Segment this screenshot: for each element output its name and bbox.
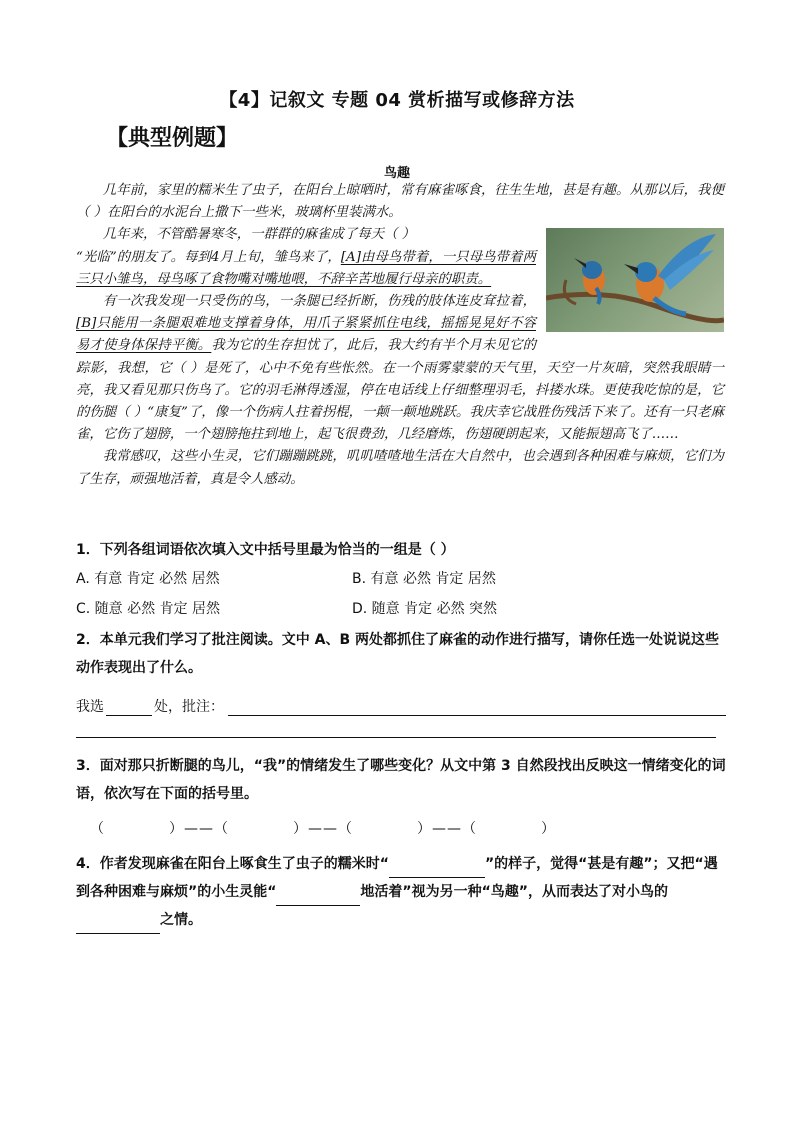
q1-option-d[interactable]: D. 随意 肯定 必然 突然	[352, 601, 498, 617]
q3-answer-row: （ ）——（ ）——（ ）——（ ）	[90, 821, 556, 837]
q1-option-b[interactable]: B. 有意 必然 肯定 居然	[352, 571, 496, 587]
q4-blank-2[interactable]	[276, 889, 360, 906]
q2-annotation-line-2[interactable]	[76, 736, 716, 738]
story-paragraph-4: 我常感叹，这些小生灵，它们蹦蹦跳跳，叽叽喳喳地生活在大自然中，也会遇到各种困难与麻烦，它们为了生存，顽强地活着，真是令人感动。	[76, 449, 724, 487]
q2-answer-row: 我选 处，批注：	[76, 692, 726, 716]
question-2: 2．本单元我们学习了批注阅读。文中 A、B 两处都抓住了麻雀的动作进行描写，请你任选一处说说这些动作表现出了什么。	[76, 632, 719, 676]
story-title: 鸟趣	[383, 166, 410, 181]
section-heading: 【典型例题】	[106, 126, 239, 151]
annotation-a: [A]由母鸟带着，一只母鸟带着两三只小雏鸟，母鸟啄了食物嘴对嘴地喂，不辞辛苦地履行母亲的职责。	[76, 249, 536, 287]
q2-choice-blank[interactable]	[106, 699, 152, 716]
page-title: 【4】记叙文 专题 04 赏析描写或修辞方法	[219, 90, 575, 111]
question-1: 1．下列各组词语依次填入文中括号里最为恰当的一组是（ ）	[76, 542, 455, 558]
story-body	[76, 180, 724, 491]
q1-options-row-2	[76, 594, 726, 624]
annotation-b: [B]只能用一条腿艰难地支撑着身体，用爪子紧紧抓住电线，摇摇晃晃好不容易才使身体保持平衡。	[76, 316, 536, 354]
question-4: 4．作者发现麻雀在阳台上啄食生了虫子的糯米时“ ”的样子，觉得“甚是有趣”；又把“遇到各种困难与麻烦”的小生灵能“ 地活着”视为另一种“鸟趣”，从而表达了对小鸟的之情。	[76, 850, 726, 934]
q1-option-c[interactable]: C. 随意 必然 肯定 居然	[76, 601, 221, 617]
kingfisher-illustration	[546, 228, 724, 332]
question-3: 3．面对那只折断腿的鸟儿，“我”的情绪发生了哪些变化？从文中第 3 自然段找出反映这一情绪变化的词语，依次写在下面的括号里。	[76, 758, 726, 802]
q4-blank-3[interactable]	[76, 917, 160, 934]
questions-section	[76, 536, 726, 934]
story-paragraph-2-cont: “光临”的朋友了。每到4月上旬，雏鸟来了，[A]由母鸟带着，一只母鸟带着两三只小雏鸟，母鸟啄了食物嘴对嘴地喂，不辞辛苦地履行母亲的职责。	[76, 249, 536, 287]
q1-options-row-1	[76, 564, 726, 594]
story-paragraph-1: 几年前，家里的糯米生了虫子，在阳台上晾晒时，常有麻雀啄食，往生生地，甚是有趣。从那以后，我便（ ）在阳台的水泥台上撒下一些米，玻璃杯里装满水。	[76, 183, 724, 221]
q1-option-a[interactable]: A. 有意 肯定 必然 居然	[76, 571, 220, 587]
q4-blank-1[interactable]	[389, 861, 485, 878]
q2-annotation-line[interactable]	[228, 699, 726, 716]
story-paragraph-2: 几年来，不管酷暑寒冬，一群群的麻雀成了每天（ ）	[102, 227, 416, 243]
kingfisher-photo	[546, 228, 724, 332]
story-paragraph-3: 有一次我发现一只受伤的鸟，一条腿已经折断，伤残的肢体连皮耷拉着，[B]只能用一条腿艰难地支撑着身体，用爪子紧紧抓住电线，摇摇晃晃好不容易才使身体保持平衡。我为它的生存担忧了，此后，我大约有半个月未见它的踪影，我想，它（ ）是死了，心中不免有些怅然。在一个雨雾蒙蒙的天气里，天空一片灰暗，突然我眼睛一亮，我又看见那只伤鸟了。它的羽毛淋得透湿，停在电话线上仔细整理羽毛，抖搂水珠。更使我吃惊的是，它的伤腿（ ）“康复”了，像一个伤病人拄着拐棍，一颠一颠地跳跃。我庆幸它战胜伤残活下来了。还有一只老麻雀，它伤了翅膀，一个翅膀拖拄到地上，起飞很费劲，几经磨炼，伤翅硬朗起来，又能振翅高飞了……	[76, 294, 724, 443]
